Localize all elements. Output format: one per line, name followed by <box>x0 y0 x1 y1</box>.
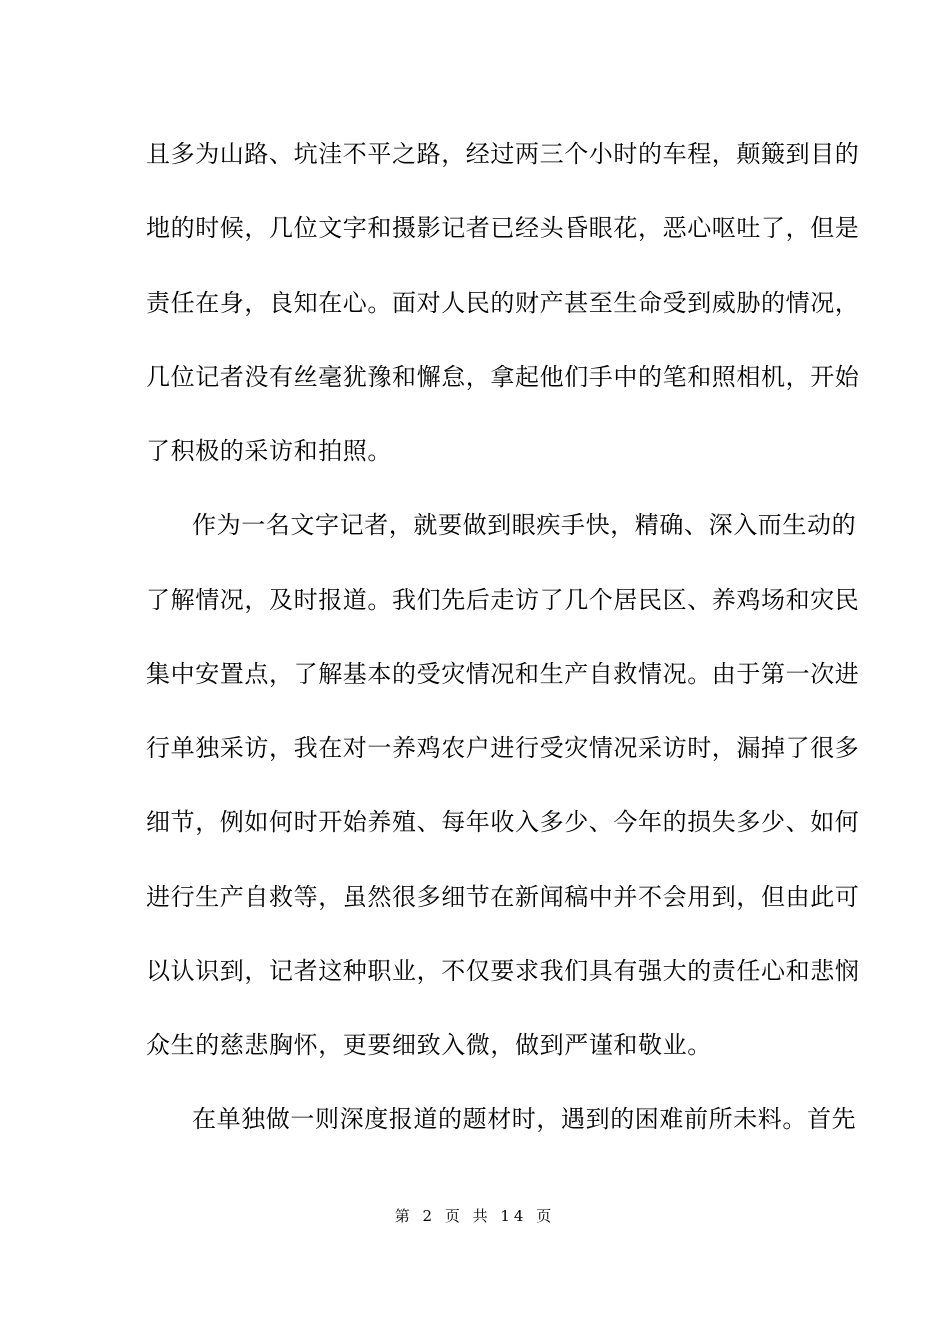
text-line: 了解情况，及时报道。我们先后走访了几个居民区、养鸡场和灾民 <box>146 585 860 614</box>
text-line: 责任在身，良知在心。面对人民的财产甚至生命受到威胁的情况， <box>146 288 860 317</box>
text-line: 几位记者没有丝毫犹豫和懈怠，拿起他们手中的笔和照相机，开始 <box>146 362 860 391</box>
text-line: 细节，例如何时开始养殖、每年收入多少、今年的损失多少、如何 <box>146 808 860 837</box>
text-line: 进行生产自救等，虽然很多细节在新闻稿中并不会用到，但由此可 <box>146 882 860 911</box>
text-line: 了积极的采访和拍照。 <box>146 437 392 465</box>
text-line: 且多为山路、坑洼不平之路，经过两三个小时的车程，颠簸到目的 <box>146 140 860 168</box>
page-number-footer: 第 2 页 共 14 页 <box>394 1207 556 1225</box>
paragraph-start-line: 在单独做一则深度报道的题材时，遇到的困难前所未料。首先 <box>192 1105 857 1134</box>
paragraph-start-line: 作为一名文字记者，就要做到眼疾手快，精确、深入而生动的 <box>192 511 857 540</box>
text-line: 行单独采访，我在对一养鸡农户进行受灾情况采访时，漏掉了很多 <box>146 734 860 762</box>
body-text <box>146 131 860 1171</box>
text-line: 众生的慈悲胸怀，更要细致入微，做到严谨和敬业。 <box>146 1031 712 1059</box>
text-line: 以认识到，记者这种职业，不仅要求我们具有强大的责任心和悲悯 <box>146 956 860 985</box>
text-line: 地的时候，几位文字和摄影记者已经头昏眼花，恶心呕吐了，但是 <box>146 214 860 243</box>
text-line: 集中安置点，了解基本的受灾情况和生产自救情况。由于第一次进 <box>146 659 860 688</box>
